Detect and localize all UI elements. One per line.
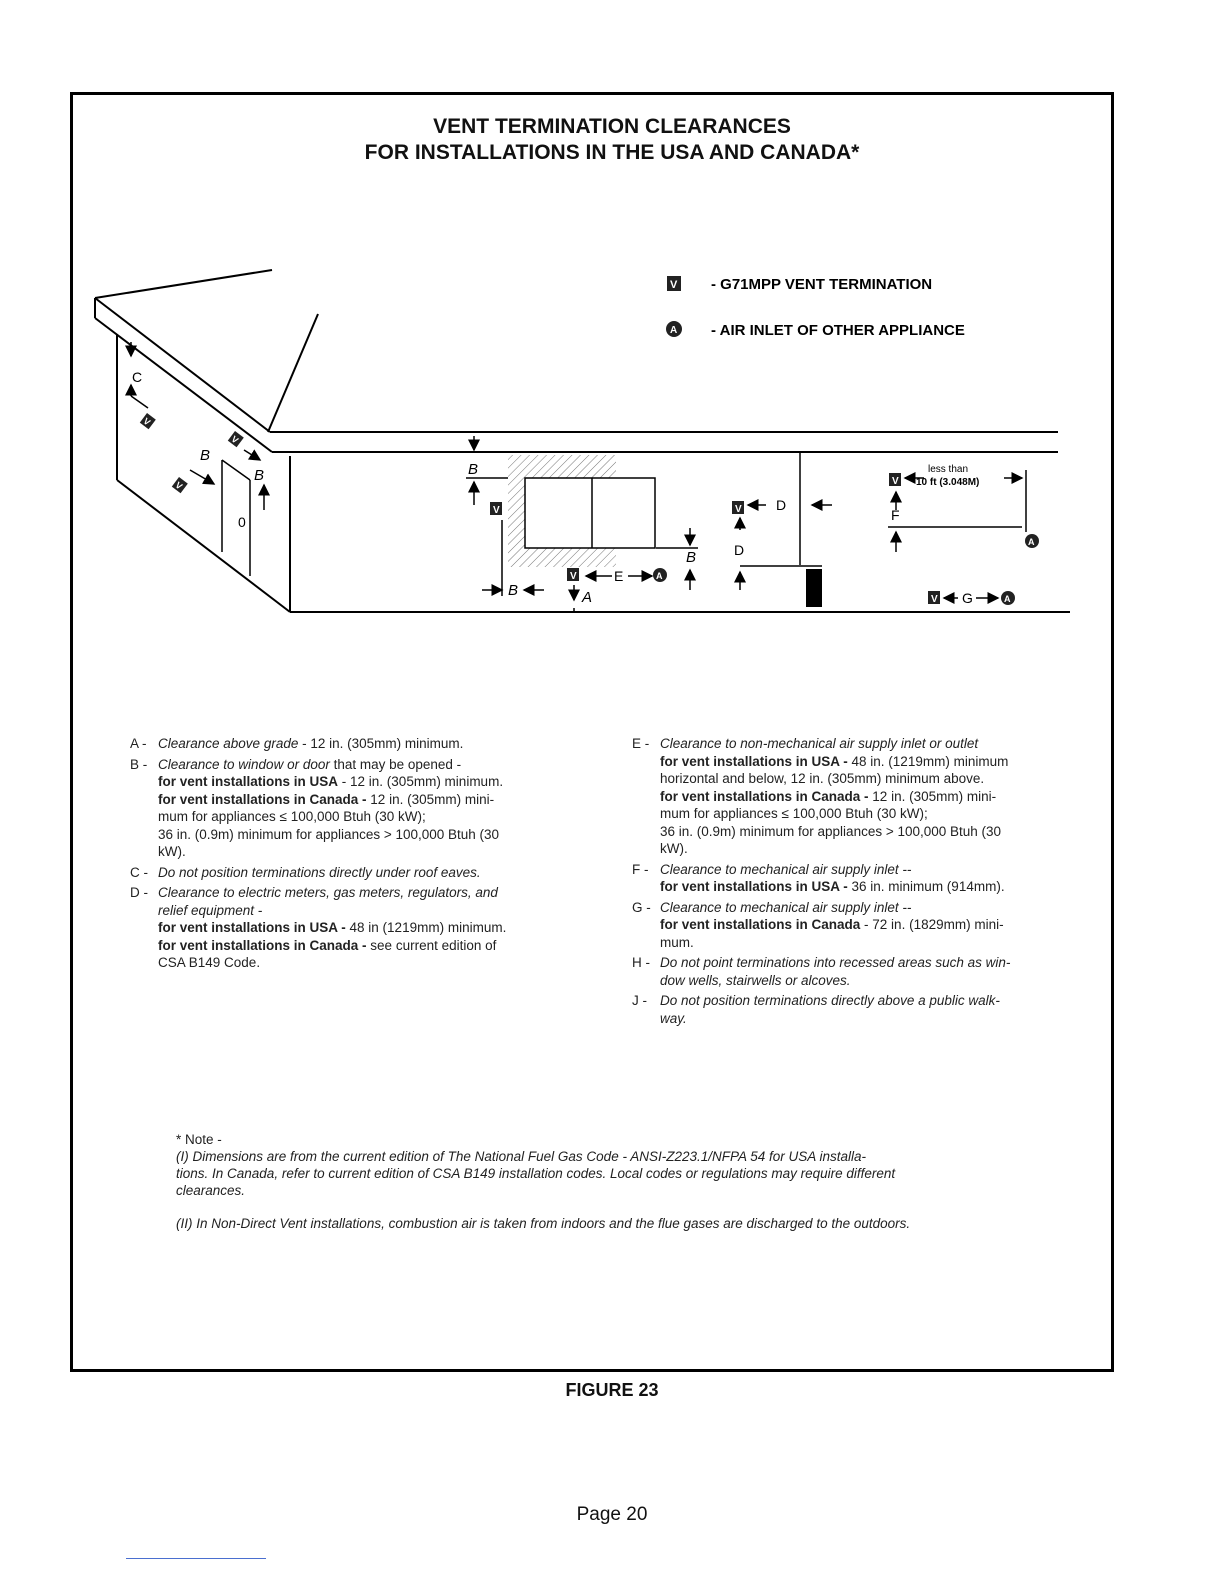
label-b-below-window: B [686, 549, 697, 566]
footnote-para-1-line-3: clearances. [176, 1183, 246, 1198]
svg-text:A: A [1028, 537, 1035, 547]
gas-meter [806, 569, 822, 607]
note-c: C - Do not position terminations directly under roof eaves. [130, 864, 481, 880]
label-e: E [614, 568, 624, 584]
svg-text:A: A [1004, 594, 1011, 604]
label-ten-feet: 10 ft (3.048M) [916, 477, 980, 488]
label-d-vertical: D [734, 542, 745, 558]
note-h: H - Do not point terminations into recessed areas such as win- dow wells, stairwells or alcoves. [632, 955, 1011, 988]
door-knob-label: 0 [238, 514, 246, 530]
svg-text:V: V [141, 415, 153, 428]
label-d-horizontal: D [776, 497, 787, 513]
note-f: F - Clearance to mechanical air supply inlet -- for vent installations in USA - 36 in. minimum (914mm). [632, 861, 1005, 894]
legend [666, 276, 965, 339]
label-b-side: B [254, 467, 265, 484]
svg-text:V: V [229, 433, 241, 446]
label-b-above-window: B [468, 461, 479, 478]
svg-text:V: V [931, 594, 938, 605]
svg-text:A: A [656, 571, 663, 581]
note-j: J - Do not position terminations directly above a public walk- way. [632, 993, 1000, 1026]
footnote-lead: * Note - [176, 1132, 222, 1147]
svg-text:V: V [493, 505, 500, 516]
vent-symbol-letter: V [670, 279, 678, 291]
inlet-symbol-letter: A [670, 325, 678, 336]
air-inlets [653, 534, 1039, 605]
note-b: B - Clearance to window or door that may be opened - for vent installations in USA - 12 in. (305mm) minimum. for vent installations in Canada - 12 in. (305mm) mini- mum for appliances ≤ 100,000 Btuh (30 kW); 36 in. (0.9m) minimum for appliances > 100,000 Btuh (30 kW). [130, 756, 504, 859]
title-line-2: FOR INSTALLATIONS IN THE USA AND CANADA* [364, 141, 860, 164]
notes-left [130, 735, 570, 975]
svg-text:V: V [173, 479, 185, 492]
side-door [222, 460, 250, 576]
footnote-para-1-line-2: tions. In Canada, refer to current edition of CSA B149 installation codes. Local codes or regulations may require different [176, 1166, 896, 1181]
label-g: G [962, 590, 973, 606]
note-g: G - Clearance to mechanical air supply inlet -- for vent installations in Canada - 72 in. (1829mm) mini- mum. [632, 899, 1004, 950]
label-less-than: less than [928, 464, 969, 475]
page-number: Page 20 [576, 1504, 648, 1525]
note-a: A - Clearance above grade - 12 in. (305mm) minimum. [130, 736, 464, 751]
note-d: D - Clearance to electric meters, gas meters, regulators, and relief equipment - for vent installations in USA - 48 in (1219mm) minimum. for vent installations in Canada - see current edition of CSA B149 Code. [130, 885, 507, 970]
svg-text:V: V [892, 476, 899, 487]
label-f: F [891, 507, 900, 523]
label-a: A [582, 589, 593, 606]
label-b-left: B [200, 447, 211, 464]
footnote [176, 1131, 1036, 1232]
vent-clearance-diagram [0, 0, 1224, 700]
label-b-beside-window: B [508, 582, 519, 599]
svg-text:V: V [570, 571, 577, 582]
footnote-para-2: (II) In Non-Direct Vent installations, combustion air is taken from indoors and the flue gases are discharged to the outdoors. [176, 1216, 911, 1231]
notes-right [632, 735, 1072, 1030]
figure-label: FIGURE 23 [565, 1380, 659, 1400]
note-e: E - Clearance to non-mechanical air supply inlet or outlet for vent installations in USA - 48 in. (1219mm) minimum horizontal and below, 12 in. (305mm) minimum above. for vent installations in Canada - 12 in. (305mm) mini- mum for appliances ≤ 100,000 Btuh (30 kW); 36 in. (0.9m) minimum for appliances > 100,000 Btuh (30 kW). [632, 736, 1009, 856]
footer-rule [126, 1558, 266, 1559]
legend-vent-text: - G71MPP VENT TERMINATION [711, 276, 933, 293]
title-line-1: VENT TERMINATION CLEARANCES [433, 115, 791, 138]
legend-inlet-text: - AIR INLET OF OTHER APPLIANCE [711, 322, 965, 339]
label-c: C [132, 369, 143, 385]
svg-text:V: V [735, 504, 742, 515]
window-frame [525, 478, 655, 548]
footnote-para-1-line-1: (I) Dimensions are from the current edition of The National Fuel Gas Code - ANSI-Z223.1/NFPA 54 for USA installa- [176, 1149, 867, 1164]
